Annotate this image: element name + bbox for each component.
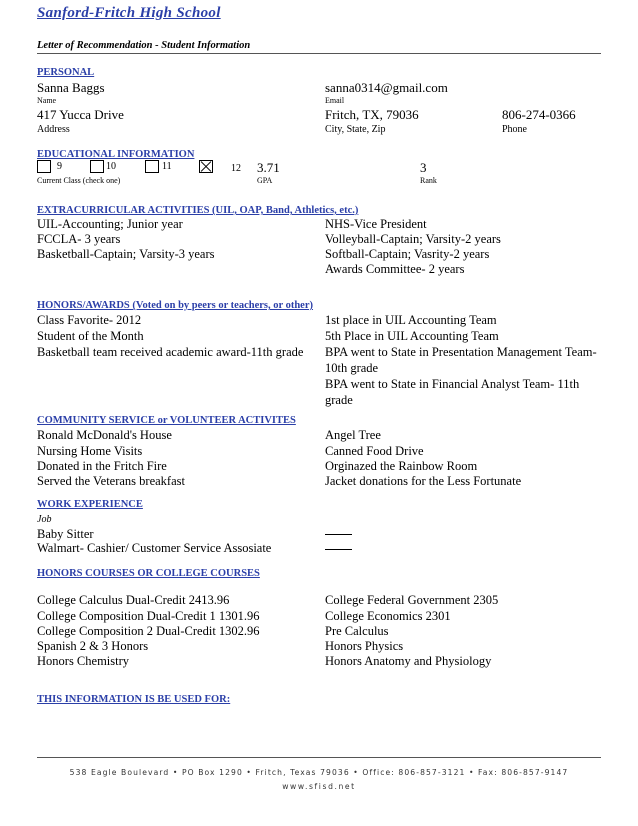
section-courses-heading: HONORS COURSES OR COLLEGE COURSES <box>37 568 260 579</box>
school-name: Sanford-Fritch High School <box>37 5 221 21</box>
section-honors-heading: HONORS/AWARDS (Voted on by peers or teachers, or other) <box>37 300 313 311</box>
honors-right-item: BPA went to State in Financial Analyst Team- 11th <box>325 377 580 391</box>
course-left-item: College Calculus Dual-Credit 2413.96 <box>37 593 230 607</box>
form-subtitle: Letter of Recommendation - Student Information <box>37 40 251 51</box>
honors-left-item: Basketball team received academic award-11th grade <box>37 345 304 359</box>
gpa-label: GPA <box>257 176 273 185</box>
class-9-checkbox[interactable] <box>37 160 51 173</box>
honors-right-item: 5th Place in UIL Accounting Team <box>325 329 499 343</box>
header-divider <box>37 53 601 54</box>
section-personal-heading: PERSONAL <box>37 67 95 78</box>
job-blank-line <box>325 534 352 535</box>
email-label: Email <box>325 96 345 105</box>
community-left-item: Donated in the Fritch Fire <box>37 459 167 473</box>
extracurricular-right-item: NHS-Vice President <box>325 217 427 231</box>
course-left-item: Spanish 2 & 3 Honors <box>37 639 149 653</box>
class-11-checkbox[interactable] <box>145 160 159 173</box>
section-usage-heading: THIS INFORMATION IS BE USED FOR: <box>37 694 231 705</box>
extracurricular-right-item: Volleyball-Captain; Varsity-2 years <box>325 232 501 246</box>
job-item: Walmart- Cashier/ Customer Service Assosiate <box>37 541 272 555</box>
community-right-item: Angel Tree <box>325 428 381 442</box>
course-right-item: Honors Physics <box>325 639 404 653</box>
course-right-item: Honors Anatomy and Physiology <box>325 654 492 668</box>
job-blank-line <box>325 549 352 550</box>
community-right-item: Jacket donations for the Less Fortunate <box>325 474 522 488</box>
class-12-checkbox[interactable] <box>199 160 213 173</box>
honors-right-item: grade <box>325 393 353 407</box>
course-left-item: Honors Chemistry <box>37 654 130 668</box>
extracurricular-left-item: UIL-Accounting; Junior year <box>37 217 183 231</box>
rank-label: Rank <box>420 176 437 185</box>
section-community-heading: COMMUNITY SERVICE or VOLUNTEER ACTIVITES <box>37 415 296 426</box>
rank-value: 3 <box>420 160 427 175</box>
section-education-heading: EDUCATIONAL INFORMATION <box>37 149 195 160</box>
extracurricular-right-item: Awards Committee- 2 years <box>325 262 465 276</box>
footer-address: 538 Eagle Boulevard • PO Box 1290 • Fritch, Texas 79036 • Office: 806-857-3121 • Fax: 806-857-9147 <box>69 768 569 777</box>
student-name: Sanna Baggs <box>37 80 105 95</box>
phone-label: Phone <box>502 124 527 135</box>
extracurricular-right-item: Softball-Captain; Vasrity-2 years <box>325 247 490 261</box>
job-label: Job <box>37 514 52 525</box>
honors-left-item: Student of the Month <box>37 329 144 343</box>
honors-right-item: 1st place in UIL Accounting Team <box>325 313 497 327</box>
section-extracurricular-heading: EXTRACURRICULAR ACTIVITIES (UIL, OAP, Band, Athletics, etc.) <box>37 205 359 216</box>
student-email: sanna0314@gmail.com <box>325 80 448 95</box>
community-left-item: Ronald McDonald's House <box>37 428 172 442</box>
class-label: Current Class (check one) <box>37 176 121 185</box>
extracurricular-left-item: Basketball-Captain; Varsity-3 years <box>37 247 215 261</box>
course-left-item: College Composition 2 Dual-Credit 1302.96 <box>37 624 260 638</box>
class-10-label: 10 <box>106 161 116 172</box>
student-address: 417 Yucca Drive <box>37 107 124 122</box>
community-right-item: Orginazed the Rainbow Room <box>325 459 478 473</box>
honors-right-item: BPA went to State in Presentation Management Team- <box>325 345 597 359</box>
honors-left-item: Class Favorite- 2012 <box>37 313 142 327</box>
address-label: Address <box>37 124 70 135</box>
community-right-item: Canned Food Drive <box>325 444 424 458</box>
footer-divider <box>37 757 601 758</box>
course-right-item: Pre Calculus <box>325 624 389 638</box>
section-work-heading: WORK EXPERIENCE <box>37 499 143 510</box>
class-9-label: 9 <box>57 161 62 172</box>
city-label: City, State, Zip <box>325 124 386 135</box>
class-11-label: 11 <box>162 161 172 172</box>
job-item: Baby Sitter <box>37 527 94 541</box>
gpa-value: 3.71 <box>257 160 280 175</box>
class-12-label: 12 <box>231 163 241 174</box>
community-left-item: Served the Veterans breakfast <box>37 474 185 488</box>
course-right-item: College Economics 2301 <box>325 609 451 623</box>
footer-website: www.sfisd.net <box>282 782 356 791</box>
course-left-item: College Composition Dual-Credit 1 1301.96 <box>37 609 260 623</box>
class-10-checkbox[interactable] <box>90 160 104 173</box>
community-left-item: Nursing Home Visits <box>37 444 143 458</box>
student-city: Fritch, TX, 79036 <box>325 107 419 122</box>
honors-right-item: 10th grade <box>325 361 379 375</box>
student-phone: 806-274-0366 <box>502 107 576 122</box>
course-right-item: College Federal Government 2305 <box>325 593 499 607</box>
extracurricular-left-item: FCCLA- 3 years <box>37 232 121 246</box>
name-label: Name <box>37 96 57 105</box>
